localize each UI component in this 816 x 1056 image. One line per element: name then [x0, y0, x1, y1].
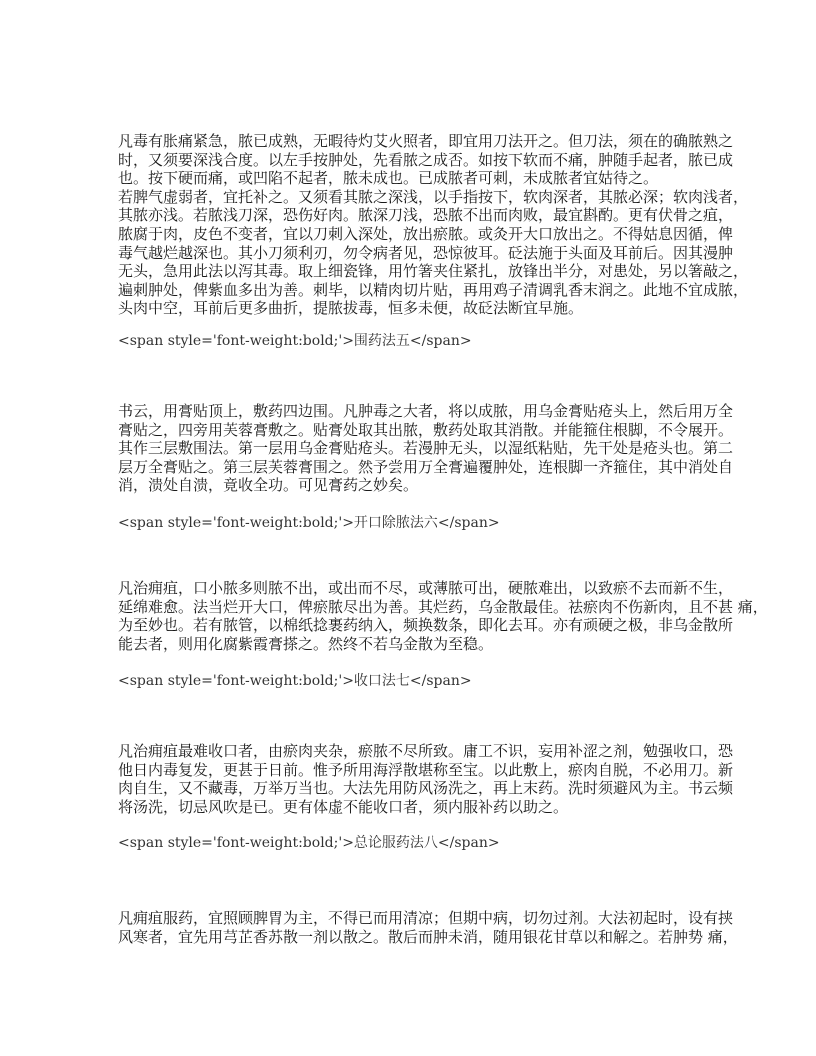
text-line: 能去者，则用化腐紫霞膏搽之。然终不若乌金散为至稳。: [118, 634, 494, 653]
text-line: 层万全膏贴之。第三层芙蓉膏围之。然予尝用万全膏遍覆肿处，连根脚一齐箍住，其中消处自: [118, 457, 734, 476]
text-line: 书云，用膏贴顶上，敷药四边围。凡肿毒之大者，将以成脓，用乌金膏贴疮头上，然后用万全: [118, 402, 734, 420]
text-line: 延绵难愈。法当烂开大口，俾瘀脓尽出为善。其烂药，乌金散最佳。祛瘀肉不伤新肉，且不甚 痛，: [118, 597, 768, 616]
text-line: 他日内毒复发，更甚于日前。惟予所用海浮散堪称至宝。以此敷上，瘀肉自脱，不必用刀。新: [118, 760, 734, 779]
text-line: 凡治痈疽最难收口者，由瘀肉夹杂，瘀脓不尽所致。庸工不识，妄用补涩之剂，勉强收口，恐: [118, 742, 734, 760]
text-line: 其作三层敷围法。第一层用乌金膏贴疮头。若漫肿无头，以湿纸粘贴，先干处是疮头也。第二: [118, 439, 734, 458]
paragraph-3: [118, 579, 768, 653]
paragraph-4: [118, 742, 734, 816]
text-line: 凡治痈疽，口小脓多则脓不出，或出而不尽，或薄脓可出，硬脓难出，以致瘀不去而新不生，: [118, 579, 734, 597]
paragraph-5: [118, 909, 738, 946]
section-heading-6: <span style='font-weight:bold;'>开口除脓法六</span>: [118, 515, 500, 531]
paragraph-1: [118, 132, 749, 318]
text-line: 消，溃处自溃，竟收全功。可见膏药之妙矣。: [118, 476, 419, 495]
text-line: 也。按下硬而痛，或凹陷不起者，脓未成也。已成脓者可刺，未成脓者宜姑待之。: [118, 169, 659, 188]
text-line: 其脓亦浅。若脓浅刀深，恐伤好肉。脓深刀浅，恐脓不出而肉败，最宜斟酌。更有伏骨之疽，: [118, 206, 734, 225]
text-line: 肉自生，又不藏毒，万举万当也。大法先用防风汤洗之，再上末药。洗时须避风为主。书云频: [118, 779, 734, 798]
text-line: 时，又须要深浅合度。以左手按肿处，先看脓之成否。如按下软而不痛，肿随手起者，脓已成: [118, 150, 734, 169]
text-line: 遍刺肿处，俾紫血多出为善。刺毕，以精肉切片贴，再用鸡子清调乳香末润之。此地不宜成脓，: [118, 280, 749, 299]
paragraph-2: [118, 402, 734, 495]
text-line: 膏贴之，四旁用芙蓉膏敷之。贴膏处取其出脓，敷药处取其消散。并能箍住根脚，不令展开。: [118, 420, 734, 439]
section-heading-7: <span style='font-weight:bold;'>收口法七</span>: [118, 673, 472, 689]
text-line: 将汤洗，切忌风吹是已。更有体虚不能收口者，须内服补药以助之。: [118, 797, 569, 816]
text-line: 若脾气虚弱者，宜托补之。又须看其脓之深浅，以手指按下，软肉深者，其脓必深；软肉浅者，: [118, 187, 749, 206]
text-line: 无头，急用此法以泻其毒。取上细瓷锋，用竹箸夹住紧扎，放锋出半分，对患处，另以箸敲之，: [118, 262, 749, 281]
text-line: 毒气越烂越深也。其小刀须利刃，勿令病者见，恐惊彼耳。砭法施于头面及耳前后。因其漫肿: [118, 243, 734, 262]
text-line: 凡毒有胀痛紧急，脓已成熟，无暇待灼艾火照者，即宜用刀法开之。但刀法，须在的确脓熟之: [118, 132, 734, 150]
text-line: 凡痈疽服药，宜照顾脾胃为主，不得已而用清凉；但期中病，切勿过剂。大法初起时，设有挟: [118, 909, 734, 927]
text-line: 脓腐于肉，皮色不变者，宜以刀刺入深处，放出瘀脓。或灸开大口放出之。不得姑息因循，俾: [118, 224, 734, 243]
text-line: 头肉中空，耳前后更多曲折，提脓拔毒，恒多未便，故砭法断宜早施。: [118, 299, 584, 318]
section-heading-8: <span style='font-weight:bold;'>总论服药法八</span>: [118, 835, 500, 851]
text-line: 风寒者，宜先用芎芷香苏散一剂以散之。散后而肿未消，随用银花甘草以和解之。若肿势 痛，: [118, 927, 738, 946]
text-line: 为至妙也。若有脓管，以棉纸捻裹药纳入，频换数条，即化去耳。亦有顽硬之极，非乌金散所: [118, 616, 734, 635]
section-heading-5: <span style='font-weight:bold;'>围药法五</span>: [118, 333, 472, 349]
